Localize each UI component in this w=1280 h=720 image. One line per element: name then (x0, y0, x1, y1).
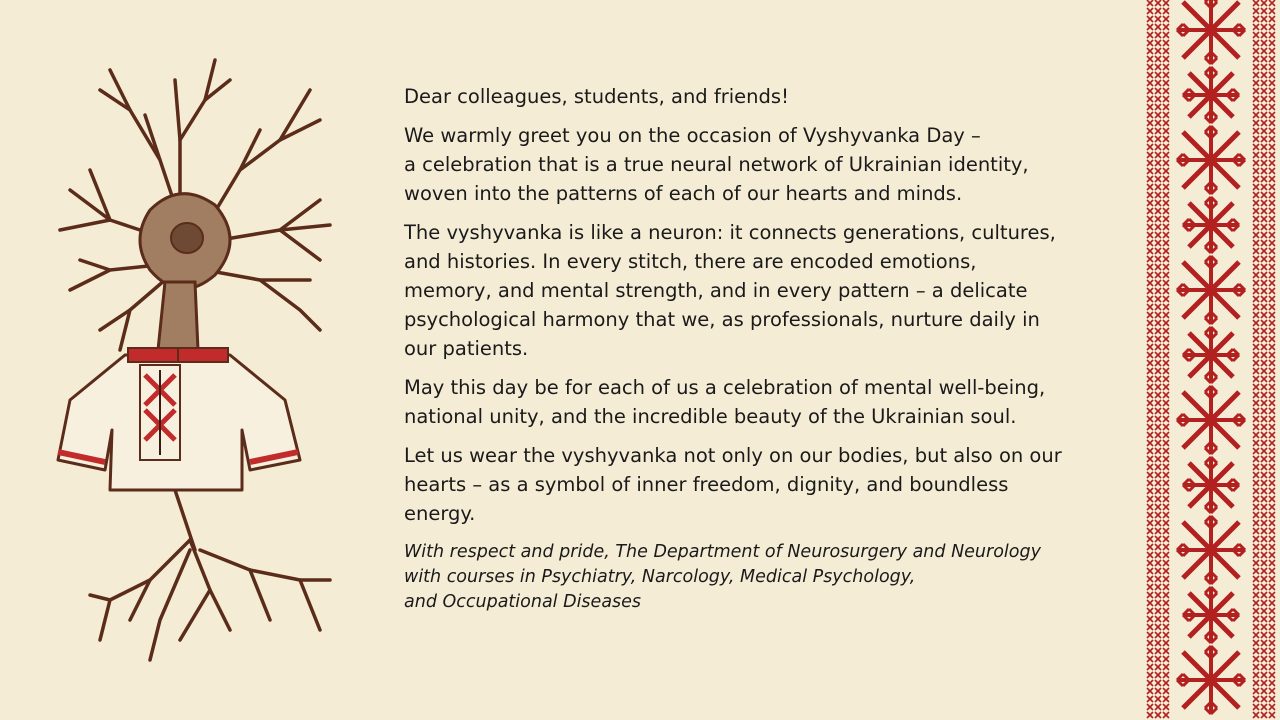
neuron-vyshyvanka-illustration (30, 20, 370, 700)
greeting-letter (404, 82, 1104, 633)
paragraph-2: The vyshyvanka is like a neuron: it connects generations, cultures, and histories. In every stitch, there are encoded emotions, memory, and mental strength, and in every pattern – a delicate psychological harmony that we, as professionals, nurture daily in our patients. (404, 221, 1056, 360)
paragraph-3: May this day be for each of us a celebration of mental well-being, national unity, and the incredible beauty of the Ukrainian soul. (404, 376, 1046, 428)
embroidery-border-pattern (1146, 0, 1280, 720)
paragraph-4: Let us wear the vyshyvanka not only on our bodies, but also on our hearts – as a symbol of inner freedom, dignity, and boundless energy. (404, 444, 1062, 525)
signature: With respect and pride, The Department of Neurosurgery and Neurology with courses in Psychiatry, Narcology, Medical Psychology, and Occupational Diseases (404, 542, 1041, 612)
paragraph-1: We warmly greet you on the occasion of Vyshyvanka Day – a celebration that is a true neural network of Ukrainian identity, woven into the patterns of each of our hearts and minds. (404, 124, 1029, 205)
greeting-line: Dear colleagues, students, and friends! (404, 85, 789, 108)
